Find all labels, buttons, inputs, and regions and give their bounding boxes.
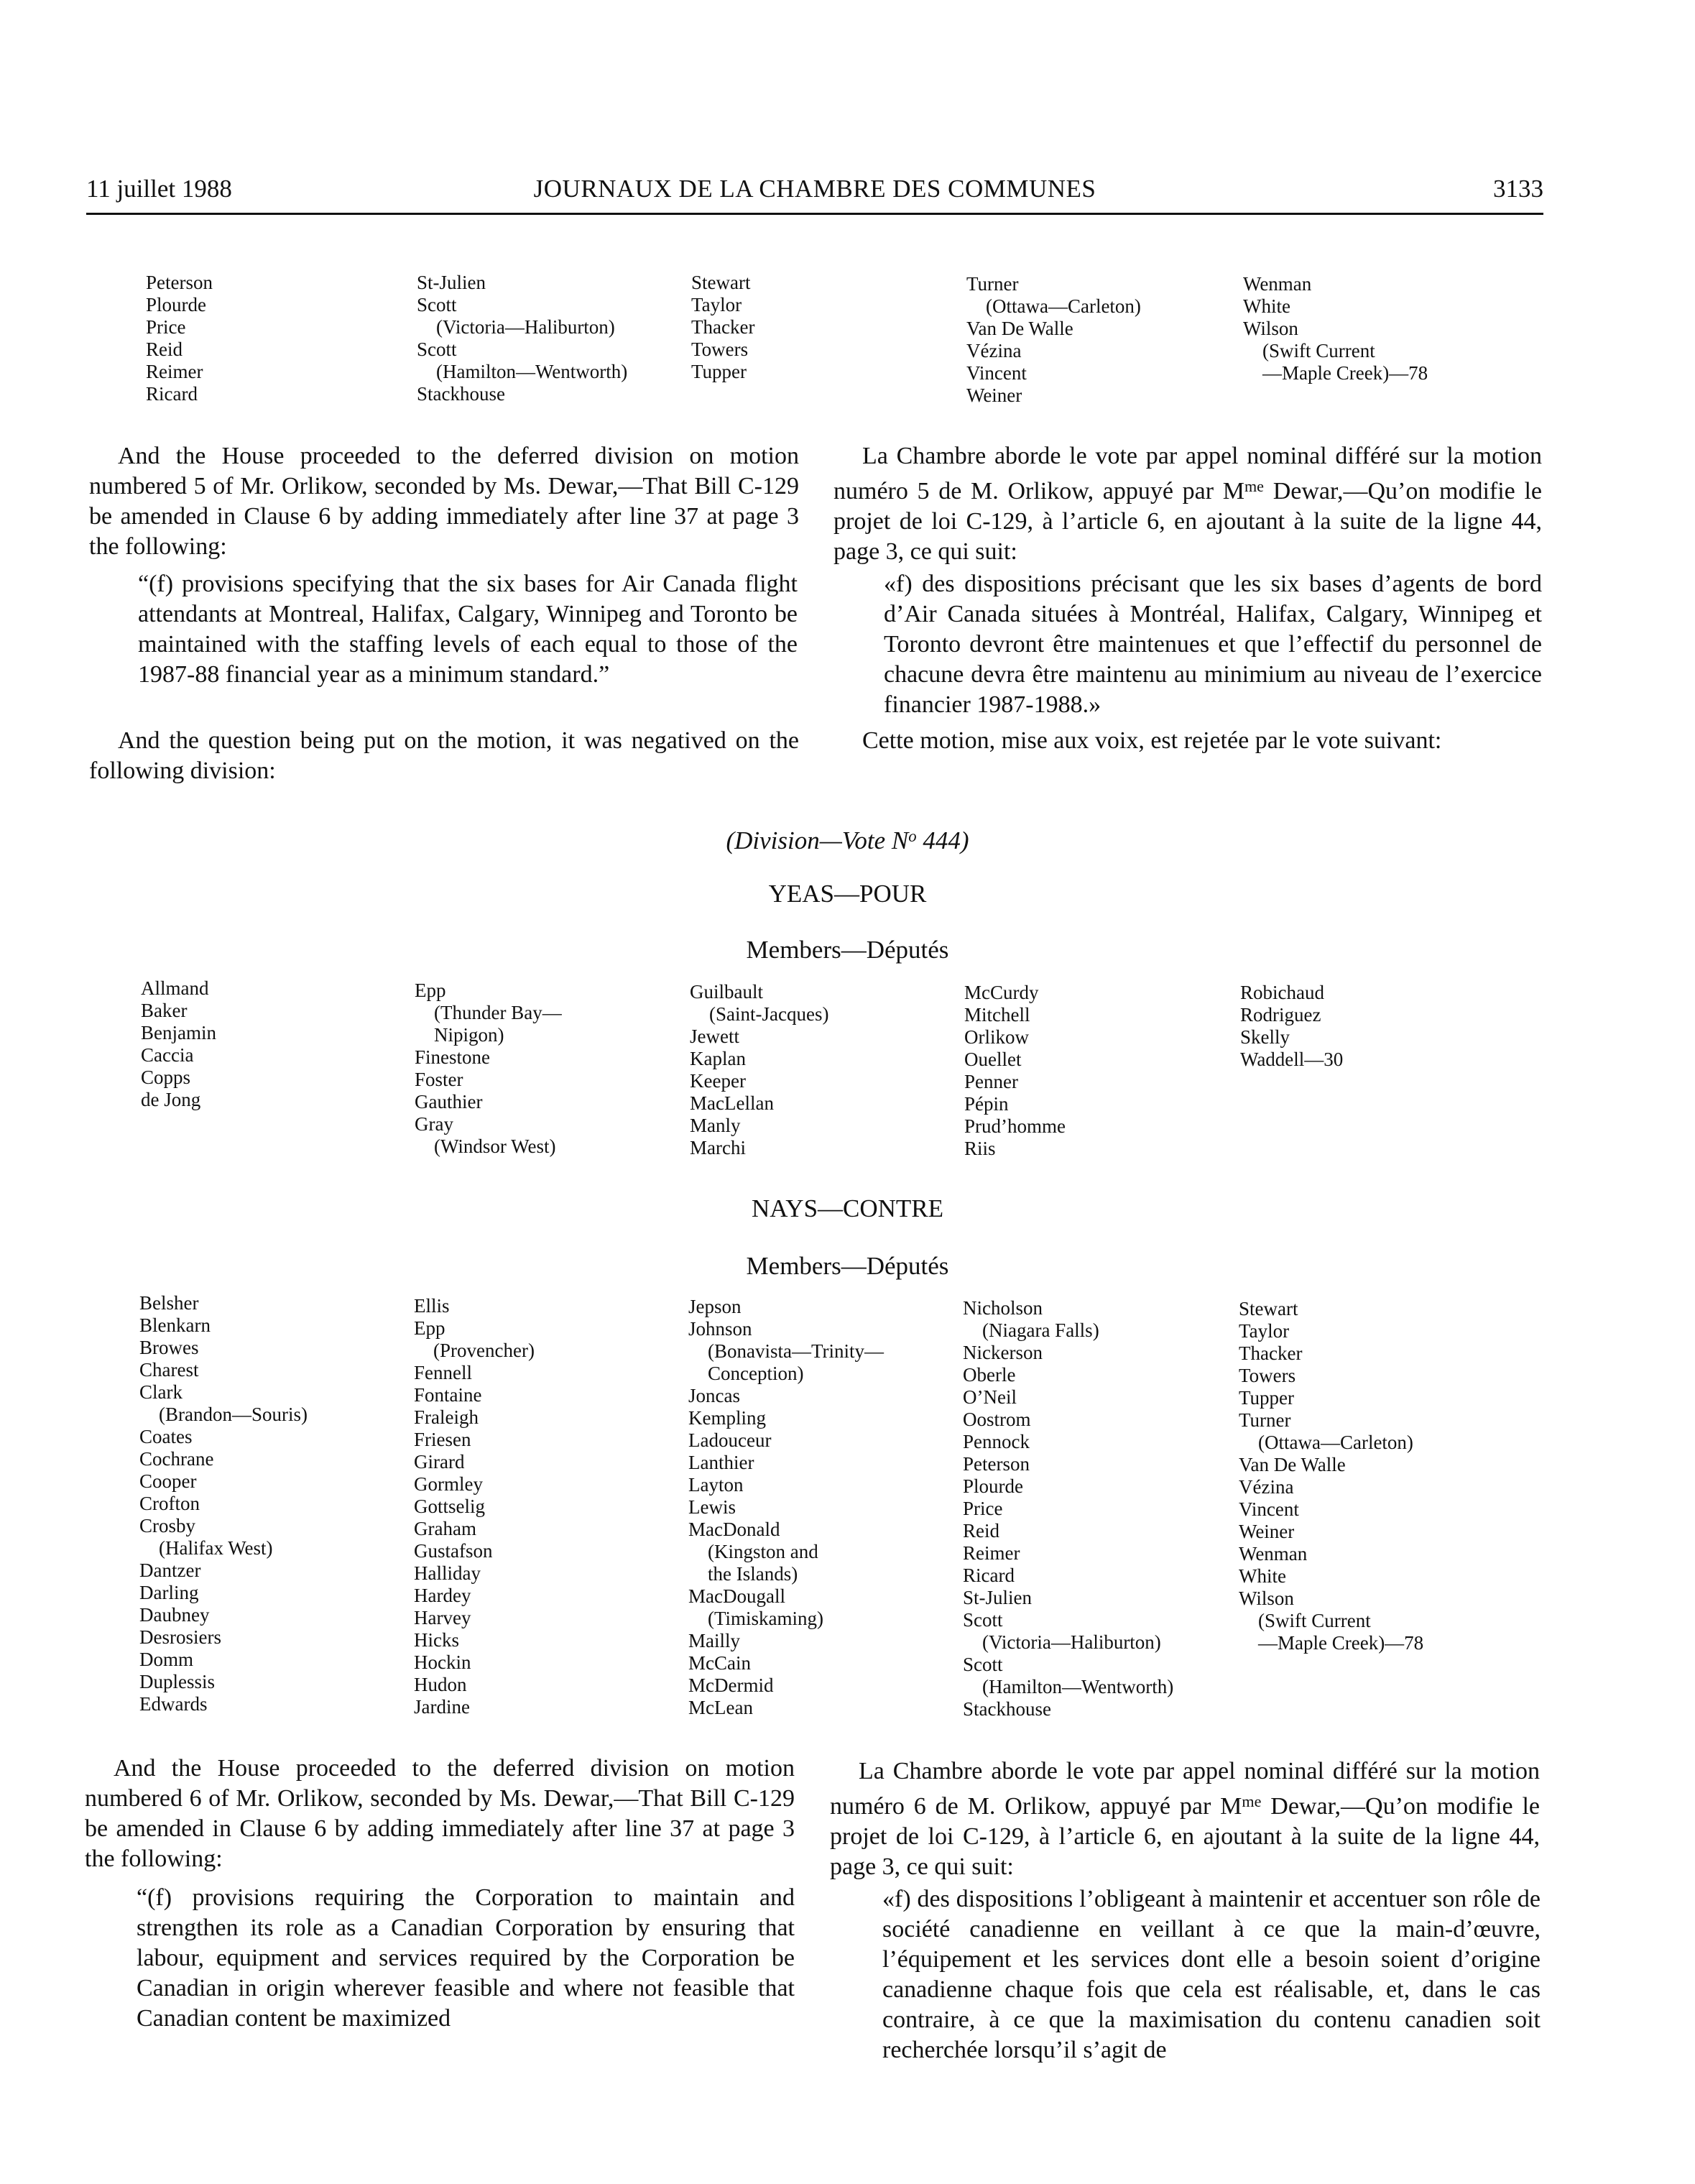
member-name: Conception) [688,1363,804,1384]
member-name: Edwards [139,1693,208,1715]
member-name: Vincent [966,362,1027,384]
nays-members-heading: Members—Députés [746,1252,949,1280]
yeas-column [415,980,562,1158]
member-name: (Bonavista—Trinity— [688,1340,885,1362]
member-name: Ellis [414,1295,450,1317]
motion5-fr-result-block [833,726,1542,756]
top-list-column [1243,273,1428,384]
member-name: Domm [139,1649,194,1670]
member-name: (Hamilton—Wentworth) [963,1676,1174,1697]
member-name: Hicks [414,1629,459,1651]
member-name: Thacker [691,316,755,338]
member-name: (Victoria—Haliburton) [963,1631,1161,1653]
yeas-column [141,977,216,1111]
member-name: Vézina [966,340,1022,361]
member-name: Plourde [146,294,206,315]
member-name: McDermid [688,1674,774,1696]
member-name: Graham [414,1518,476,1539]
motion5-en-intro: And the House proceeded to the deferred division on motion numbered 5 of Mr. Orlikow, seconded by Ms. Dewar,—That Bill C-129 be amended in Clause 6 by adding immediately after line 37 at page 3 the following: [89,443,799,560]
member-name: Girard [414,1451,465,1473]
member-name: MacLellan [690,1092,774,1114]
motion6-fr-quote: «f) des dispositions l’obligeant à maintenir et accentuer son rôle de société canadienne en veillant à ce que la main-d’œuvre, l’équipement et les services dont elle a besoin soient d’origine canadienne chaque fois que cela est réalisable, et, dans le cas contraire, à ce que la maximisation du contenu canadien soit recherchée lorsqu’il s’agit de [882,1886,1541,2063]
nays-heading: NAYS—CONTRE [751,1194,944,1222]
member-name: Peterson [146,272,213,293]
member-name: Oberle [963,1364,1016,1386]
member-name: Desrosiers [139,1626,221,1648]
member-name: (Ottawa—Carleton) [966,295,1141,317]
member-name: Pépin [964,1093,1009,1115]
member-name: Vézina [1239,1476,1294,1498]
member-name: Baker [141,1000,188,1021]
member-name: Oostrom [963,1409,1031,1430]
member-name: Friesen [414,1429,471,1450]
member-name: Weiner [966,384,1022,406]
member-name: (Niagara Falls) [963,1319,1099,1341]
member-name: Riis [964,1138,996,1159]
member-name: Hardey [414,1585,471,1606]
member-name: Ladouceur [688,1429,772,1451]
member-name: Ricard [963,1565,1015,1586]
member-name: (Victoria—Haliburton) [417,316,615,338]
member-name: O’Neil [963,1386,1017,1408]
member-name: MacDougall [688,1585,785,1607]
member-name: Crosby [139,1515,196,1536]
member-name: Harvey [414,1607,471,1628]
member-name: Jardine [414,1696,470,1718]
motion6-en [85,1754,795,1874]
member-name: Scott [963,1609,1003,1631]
member-name: de Jong [141,1089,201,1110]
member-name: Crofton [139,1493,200,1514]
member-name: Pennock [963,1431,1030,1452]
motion5-en [89,441,799,562]
member-name: Wilson [1243,318,1298,339]
member-name: Dantzer [139,1559,201,1581]
nays-column [963,1297,1173,1720]
member-name: Reimer [146,361,203,382]
motion6-en-intro: And the House proceeded to the deferred division on motion numbered 6 of Mr. Orlikow, seconded by Ms. Dewar,—That Bill C-129 be amended in Clause 6 by adding immediately after line 37 at page 3 the following: [85,1755,795,1872]
member-name: Charest [139,1359,199,1381]
member-name: Reid [146,338,183,360]
member-name: Jepson [688,1296,742,1317]
member-name: (Thunder Bay— [415,1002,562,1023]
member-name: Stackhouse [963,1698,1051,1720]
member-name: Tupper [1239,1387,1295,1409]
member-name: Kaplan [690,1048,746,1069]
member-name: Browes [139,1337,199,1358]
member-name: Taylor [691,294,742,315]
member-name: Ouellet [964,1049,1022,1070]
member-name: White [1243,295,1290,317]
member-name: Nicholson [963,1297,1043,1319]
yeas-members-heading: Members—Députés [746,936,949,964]
motion5-fr-result: Cette motion, mise aux voix, est rejetée par le vote suivant: [862,727,1442,754]
member-name: Clark [139,1381,183,1403]
member-name: (Provencher) [414,1340,535,1361]
member-name: Prud’homme [964,1115,1066,1137]
member-name: Fraleigh [414,1406,479,1428]
member-name: MacDonald [688,1519,780,1540]
member-name: Gottselig [414,1496,485,1517]
member-name: Scott [963,1654,1003,1675]
motion5-fr [833,441,1542,567]
division-label: (Division—Vote $N^o$ 444) [726,826,969,855]
member-name: Guilbault [690,981,763,1003]
member-name: St-Julien [417,272,486,293]
member-name: Towers [691,338,749,360]
member-name: (Swift Current [1239,1610,1371,1631]
member-name: Jewett [690,1026,739,1047]
member-name: White [1239,1565,1286,1587]
member-name: Waddell—30 [1240,1049,1344,1070]
member-name: Scott [417,338,457,360]
member-name: Layton [688,1474,744,1496]
top-list-column [417,272,627,405]
member-name: Manly [690,1115,741,1136]
motion5-en-quote: “(f) provisions specifying that the six bases for Air Canada flight attendants at Montreal, Halifax, Calgary, Winnipeg and Toronto be maintained with the staffing levels of each equal to those of the 1987-88 financial year as a minimum standard.” [138,571,798,688]
member-name: Caccia [141,1044,194,1066]
member-name: Tupper [691,361,747,382]
member-name: Weiner [1239,1521,1295,1542]
member-name: (Windsor West) [415,1135,556,1157]
member-name: McLean [688,1697,753,1718]
member-name: (Timiskaming) [688,1608,824,1629]
member-name: Van De Walle [966,318,1073,339]
member-name: Nipigon) [415,1024,504,1046]
member-name: Lewis [688,1496,736,1518]
motion6-fr-intro: La Chambre aborde le vote par appel nominal différé sur la motion numéro 6 de M. Orlikow, appuyé par $M^{me}$ Dewar,—Qu’on modifie le projet de loi C-129, à l’article 6, en ajoutant à la suite de la ligne 44, page 3, ce qui suit: [830,1758,1540,1880]
member-name: Allmand [141,977,209,999]
member-name: Peterson [963,1453,1030,1475]
member-name: (Kingston and [688,1541,818,1562]
member-name: Cochrane [139,1448,214,1470]
yeas-column [690,981,828,1159]
member-name: Rodriguez [1240,1004,1321,1026]
member-name: Halliday [414,1562,481,1584]
member-name: Towers [1239,1365,1296,1386]
header-title: JOURNAUX DE LA CHAMBRE DES COMMUNES [533,175,1096,203]
member-name: (Swift Current [1243,340,1375,361]
member-name: Penner [964,1071,1018,1092]
member-name: Van De Walle [1239,1454,1346,1475]
member-name: Wenman [1243,273,1312,295]
member-name: (Saint-Jacques) [690,1003,829,1025]
member-name: McCurdy [964,982,1039,1003]
member-name: Nickerson [963,1342,1043,1363]
nays-column [1239,1298,1423,1654]
member-name: Price [146,316,186,338]
nays-column [414,1295,535,1718]
motion6-en-quote: “(f) provisions requiring the Corporation to maintain and strengthen its role as a Canadian Corporation by ensuring that labour, equipment and services required by the Corporation be Canadian in origin wherever feasible and where not feasible that Canadian content be maximized [137,1884,795,2032]
yeas-column [964,982,1066,1160]
member-name: Coates [139,1426,193,1447]
member-name: Foster [415,1069,463,1090]
member-name: Gauthier [415,1091,483,1112]
member-name: Reimer [963,1542,1020,1564]
member-name: Ricard [146,383,198,405]
nays-column [688,1296,884,1719]
page-number: 3133 [1493,175,1543,203]
member-name: Plourde [963,1475,1023,1497]
member-name: Benjamin [141,1022,216,1043]
member-name: Hudon [414,1674,467,1695]
yeas-column [1240,982,1343,1071]
member-name: Orlikow [964,1026,1029,1048]
member-name: (Halifax West) [139,1537,273,1559]
member-name: Lanthier [688,1452,754,1473]
member-name: Joncas [688,1385,740,1406]
member-name: Price [963,1498,1003,1519]
yeas-heading: YEAS—POUR [768,880,927,908]
member-name: (Ottawa—Carleton) [1239,1432,1413,1453]
motion6-fr [830,1756,1540,1882]
member-name: Mailly [688,1630,740,1651]
member-name: Robichaud [1240,982,1324,1003]
member-name: Fontaine [414,1384,482,1406]
top-list-column [146,272,213,405]
member-name: Keeper [690,1070,746,1092]
member-name: Taylor [1239,1320,1290,1342]
member-name: McCain [688,1652,751,1674]
member-name: Turner [1239,1409,1291,1431]
member-name: (Hamilton—Wentworth) [417,361,628,382]
member-name: Gormley [414,1473,483,1495]
member-name: St-Julien [963,1587,1033,1608]
member-name: Stewart [1239,1298,1298,1319]
motion5-fr-intro: La Chambre aborde le vote par appel nominal différé sur la motion numéro 5 de M. Orlikow, appuyé par $M^{me}$ Dewar,—Qu’on modifie le projet de loi C-129, à l’article 6, en ajoutant à la suite de la ligne 44, page 3, ce qui suit: [833,443,1543,565]
nays-column [139,1292,308,1715]
member-name: Thacker [1239,1342,1303,1364]
top-list-column [966,273,1141,407]
motion5-en-result-block [89,726,799,786]
member-name: the Islands) [688,1563,798,1585]
member-name: Johnson [688,1318,752,1340]
member-name: Belsher [139,1292,199,1314]
page-header [86,171,1543,215]
top-list-column [691,272,754,383]
member-name: Scott [417,294,457,315]
member-name: Blenkarn [139,1314,211,1336]
member-name: Fennell [414,1362,472,1383]
member-name: —Maple Creek)—78 [1239,1632,1424,1654]
member-name: Copps [141,1066,191,1088]
member-name: Marchi [690,1137,746,1158]
member-name: Wenman [1239,1543,1308,1565]
member-name: Vincent [1239,1498,1299,1520]
member-name: Finestone [415,1046,490,1068]
member-name: Gray [415,1113,453,1135]
motion5-en-result: And the question being put on the motion, it was negatived on the following division: [89,727,799,784]
member-name: Reid [963,1520,999,1542]
member-name: (Brandon—Souris) [139,1404,308,1425]
header-date: 11 juillet 1988 [86,175,232,203]
member-name: Skelly [1240,1026,1290,1048]
member-name: Stewart [691,272,751,293]
member-name: Epp [414,1317,445,1339]
member-name: Turner [966,273,1019,295]
member-name: Stackhouse [417,383,505,405]
member-name: Duplessis [139,1671,216,1692]
member-name: Kempling [688,1407,766,1429]
member-name: —Maple Creek)—78 [1243,362,1428,384]
member-name: Mitchell [964,1004,1030,1026]
motion5-fr-quote: «f) des dispositions précisant que les six bases d’agents de bord d’Air Canada situées à Montréal, Halifax, Calgary, Winnipeg et Toronto devront être maintenues et que l’effectif du personnel de chacune devra être maintenu au minimium au niveau de l’exercice financier 1987-1988.» [884,571,1542,718]
member-name: Epp [415,980,446,1001]
member-name: Cooper [139,1470,197,1492]
member-name: Hockin [414,1651,471,1673]
member-name: Wilson [1239,1588,1294,1609]
member-name: Gustafson [414,1540,493,1562]
member-name: Darling [139,1582,199,1603]
member-name: Daubney [139,1604,210,1626]
